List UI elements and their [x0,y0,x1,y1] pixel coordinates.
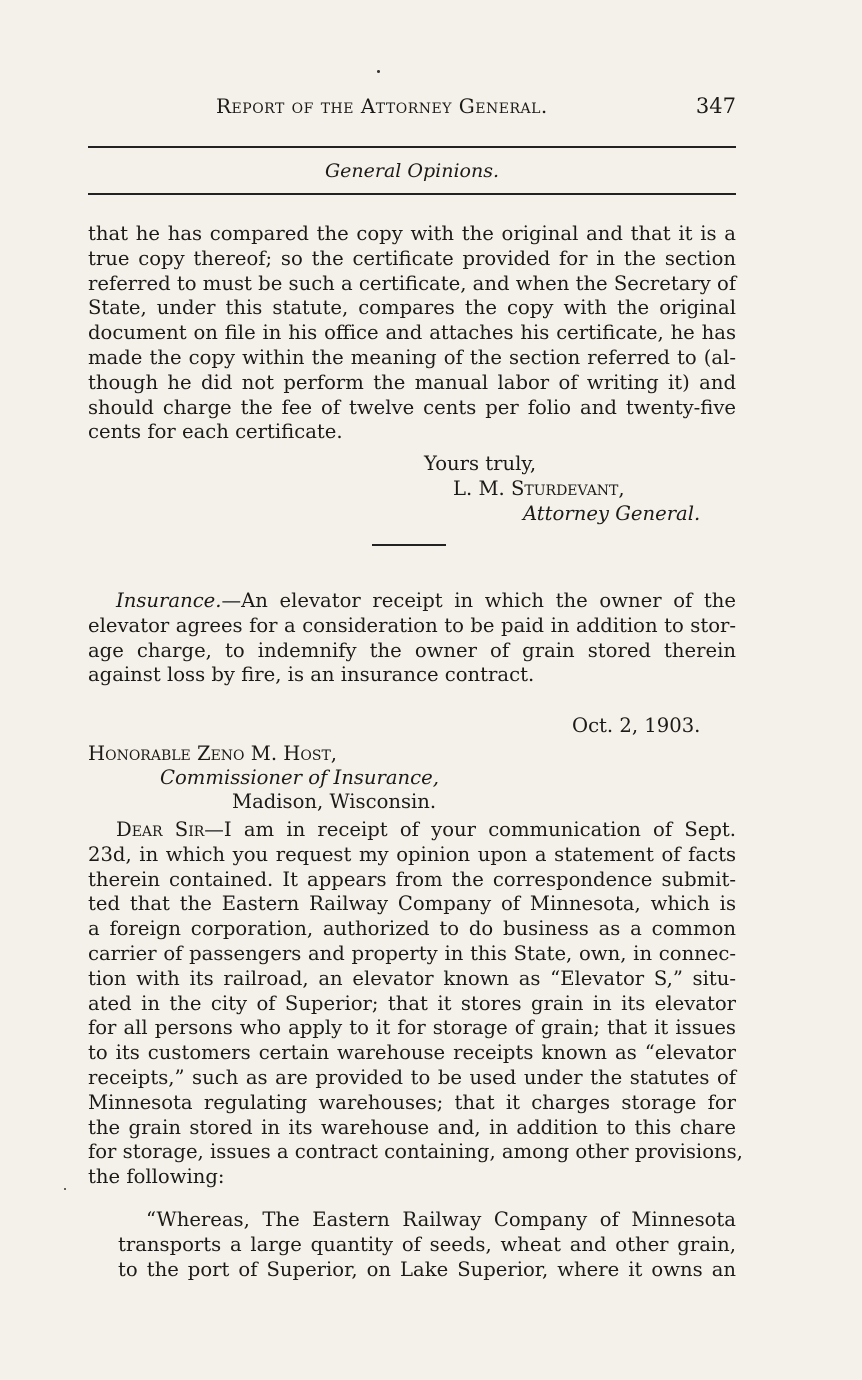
syllabus [88,589,736,688]
section-separator [372,544,446,546]
text-line: made the copy within the meaning of the section referred to (al- [88,345,736,369]
letter-line: ated in the city of Superior; that it stores grain in its elevator [88,991,736,1015]
quote-line: “Whereas, The Eastern Railway Company of Minnesota [146,1208,736,1231]
letter-text: —I am in receipt of your communication of Sept. [204,818,736,841]
quote-line: to the port of Superior, on Lake Superior, where it owns an [118,1257,736,1281]
running-title: Report of the Attorney General. [216,94,548,118]
letter-line: carrier of passengers and property in this State, own, in connec- [88,941,736,965]
signer-title: Attorney General. [523,502,701,525]
letter-line [88,818,736,843]
text-line: State, under this statute, compares the copy with the original [88,296,736,320]
signer-name: L. M. Sturdevant, [453,477,625,500]
letter-line: tion with its railroad, an elevator known as “Elevator S,” situ- [88,966,736,990]
syllabus-text: —An elevator receipt in which the owner of the [221,589,736,612]
header-rule-top [88,146,736,148]
letter-line: to its customers certain warehouse receipts known as “elevator [88,1041,736,1065]
text-line: cents for each certificate. [88,420,343,444]
text-line: true copy thereof; so the certificate provided for in the section [88,246,736,270]
text-line: though he did not perform the manual labor of writing it) and [88,370,736,394]
text-line: referred to must be such a certificate, and when the Secretary of [88,271,737,295]
letter-line: receipts,” such as are provided to be used under the statutes of [88,1065,736,1089]
syllabus-line: age charge, to indemnify the owner of grain stored therein [88,638,736,662]
stray-mark [377,70,380,73]
letter-line: Minnesota regulating warehouses; that it charges storage for [88,1090,736,1114]
syllabus-line: elevator agrees for a consideration to be paid in addition to stor- [88,613,736,637]
salutation: Dear Sir [116,818,205,841]
letter-line: for all persons who apply to it for storage of grain; that it issues [88,1016,736,1040]
letter-body [88,818,743,1190]
syllabus-line: against loss by fire, is an insurance contract. [88,663,535,687]
running-head [88,94,736,124]
section-heading: General Opinions. [324,160,500,182]
addressee-name: Honorable Zeno M. Host, [88,742,338,765]
syllabus-topic: Insurance. [116,589,222,612]
letter-line: the grain stored in its warehouse and, in addition to this chare [88,1115,736,1139]
page-number: 347 [695,94,736,118]
closing-salutation: Yours truly, [424,452,537,475]
letter-line: for storage, issues a contract containing, among other provisions, [88,1140,743,1164]
header-rule-bottom [88,193,736,195]
addressee-place: Madison, Wisconsin. [232,790,437,813]
stray-mark [64,1188,66,1190]
letter-line: 23d, in which you request my opinion upon a statement of facts [88,842,736,866]
letter-line: ted that the Eastern Railway Company of Minnesota, which is [88,892,736,916]
letter-line: the following: [88,1165,225,1189]
letter-date: Oct. 2, 1903. [572,714,701,737]
letter-line: therein contained. It appears from the correspondence submit- [88,867,736,891]
text-line: that he has compared the copy with the original and that it is a [88,222,736,245]
opinion-continuation [88,222,736,445]
addressee-title: Commissioner of Insurance, [160,766,439,789]
text-line: document on file in his office and attaches his certificate, he has [88,321,736,345]
quoted-contract [118,1208,736,1282]
text-line: should charge the fee of twelve cents per folio and twenty-five [88,395,736,419]
quote-line: transports a large quantity of seeds, wheat and other grain, [118,1232,736,1256]
syllabus-line [88,589,736,614]
letter-line: a foreign corporation, authorized to do business as a common [88,917,736,941]
